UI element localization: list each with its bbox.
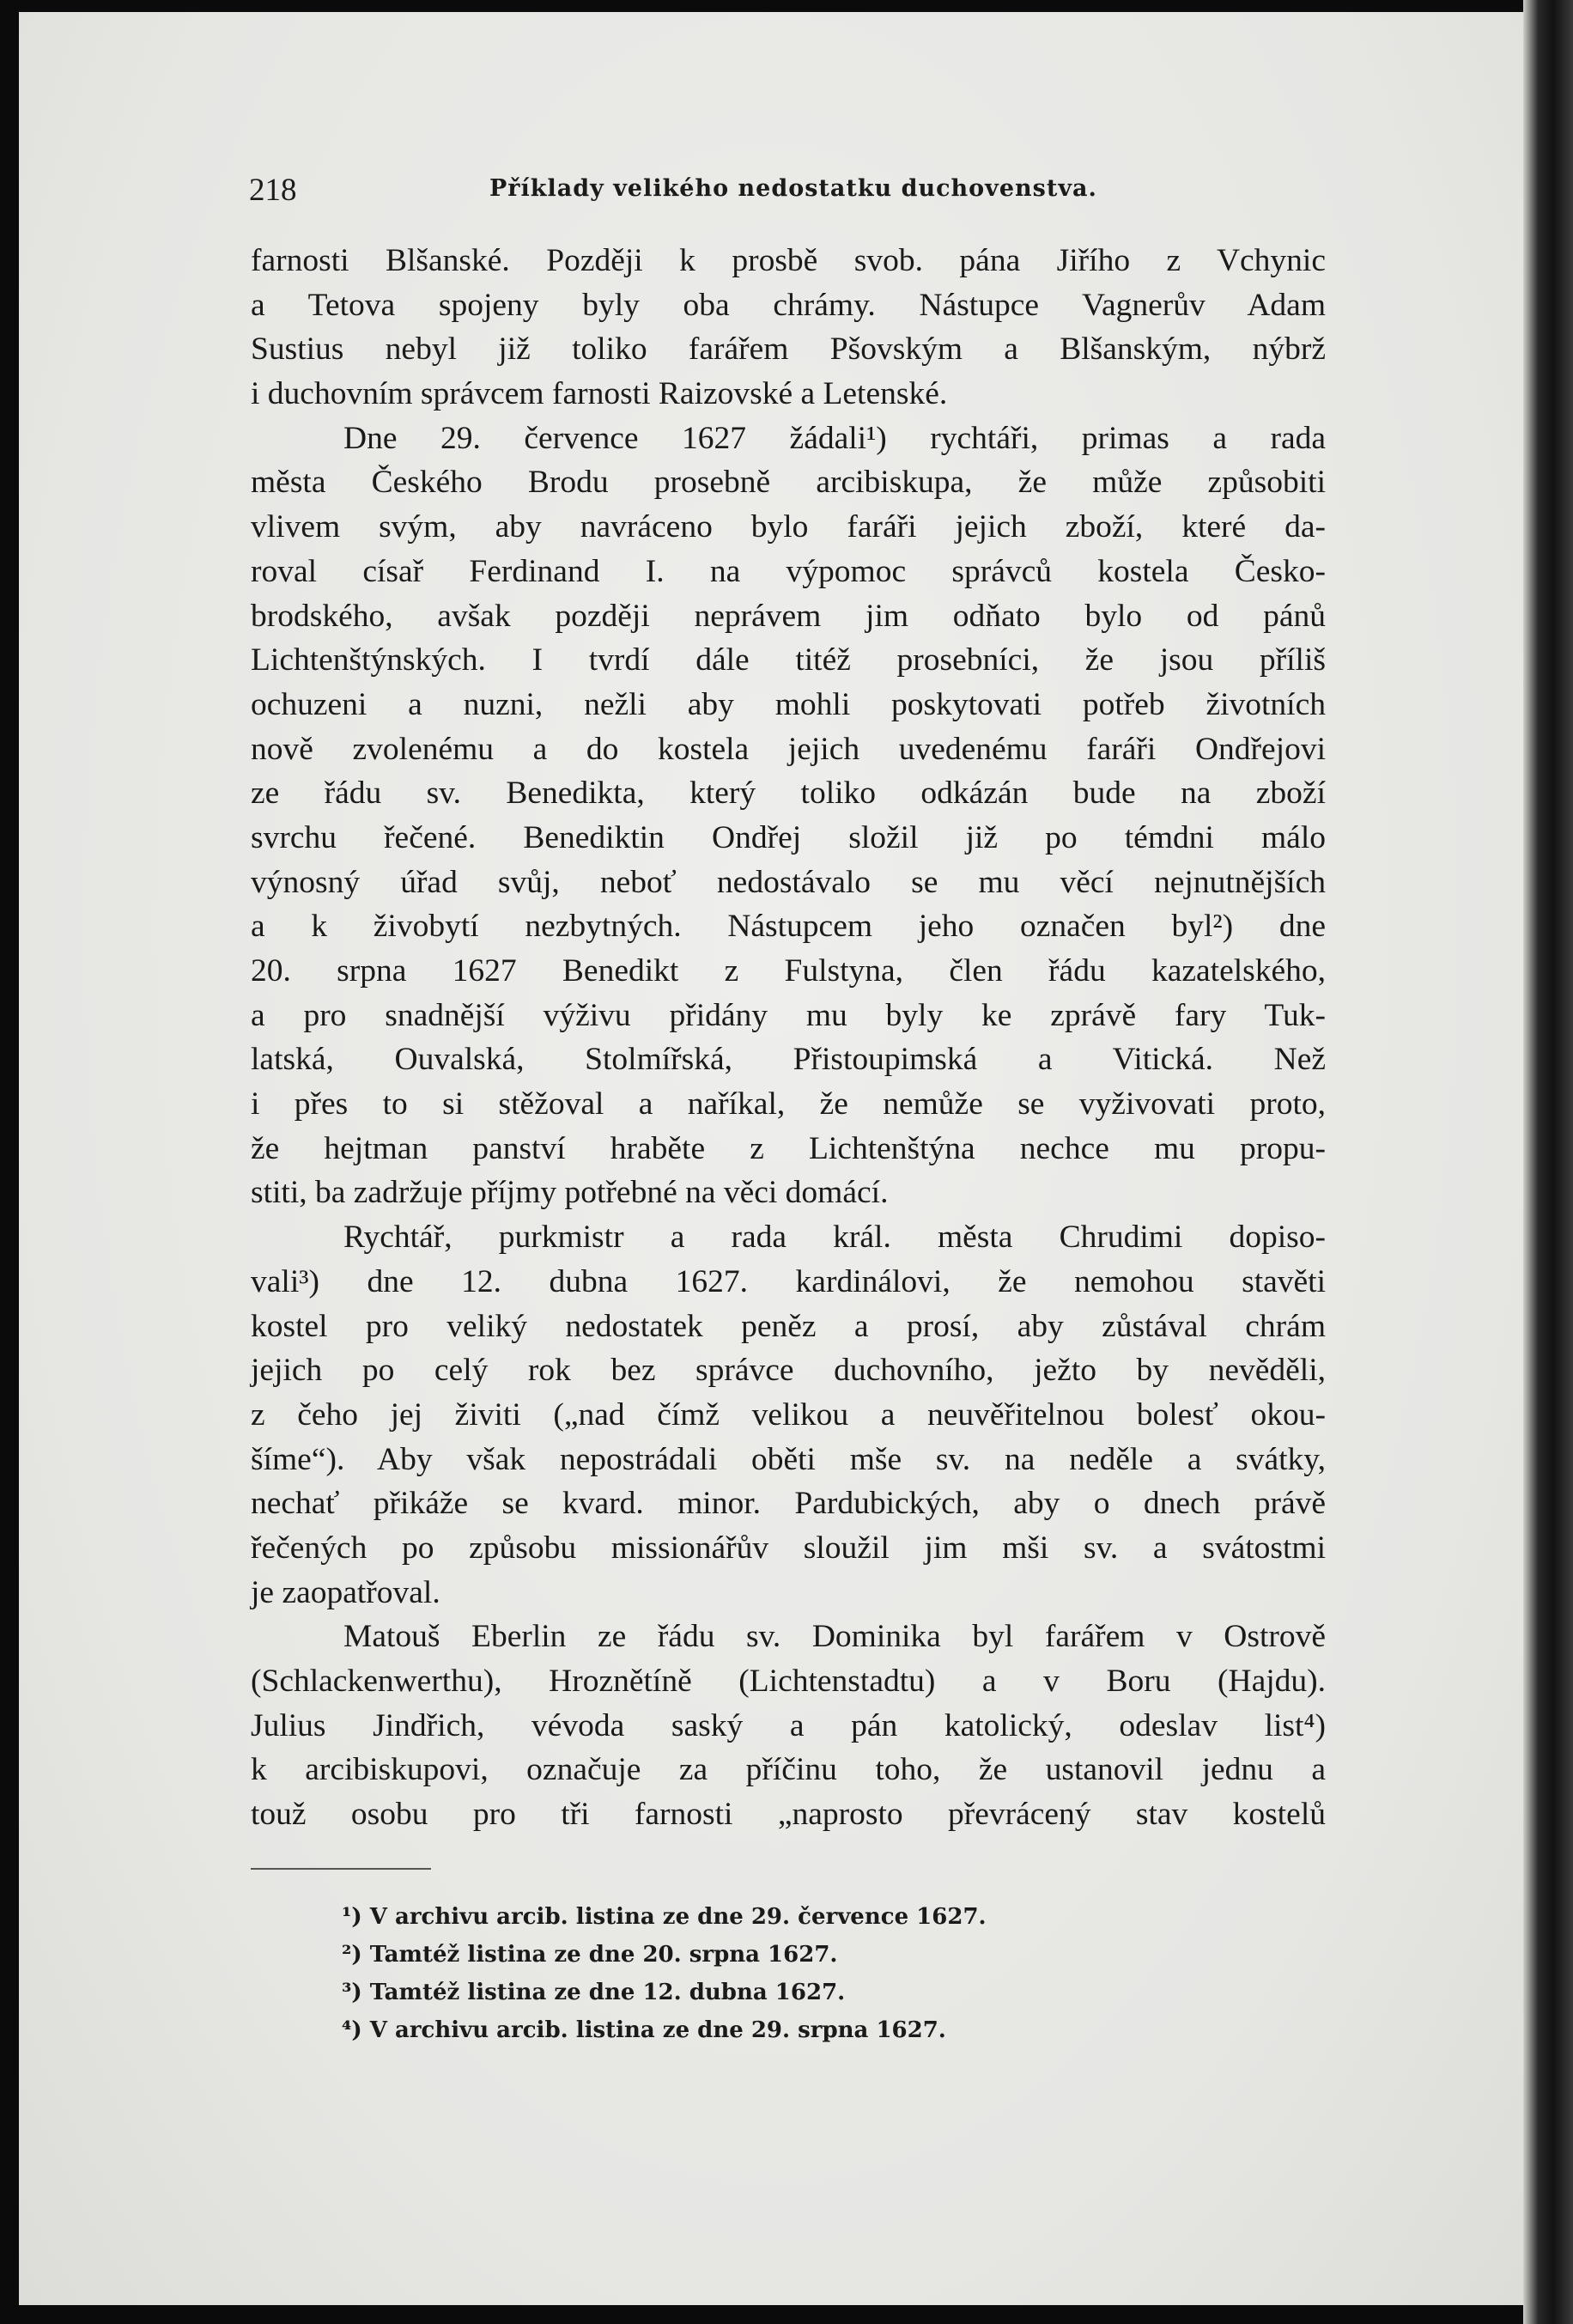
text-line: vali³) dne 12. dubna 1627. kardinálovi, že nemohou stavěti: [251, 1263, 1326, 1299]
text-line: Sustius nebyl již toliko farářem Pšovským a Blšanským, nýbrž: [251, 332, 1326, 368]
footnotes: [342, 1898, 1200, 2049]
text-line: latská, Ouvalská, Stolmířská, Přistoupimská a Vitická. Než: [251, 1042, 1326, 1078]
text-line: je zaopatřoval.: [251, 1574, 440, 1610]
book-gutter-edge: [1523, 0, 1573, 2324]
footnote: ³) Tamtéž listina ze dne 12. dubna 1627.: [342, 1980, 846, 2005]
footnote: ²) Tamtéž listina ze dne 20. srpna 1627.: [342, 1942, 838, 1968]
text-line: a k živobytí nezbytných. Nástupcem jeho označen byl²) dne: [251, 909, 1326, 945]
text-line: svrchu řečené. Benediktin Ondřej složil již po témdni málo: [251, 819, 1326, 855]
footnote-separator: [251, 1868, 431, 1870]
text-line: ochuzeni a nuzni, nežli aby mohli poskytovati potřeb životních: [251, 686, 1326, 722]
text-line: stiti, ba zadržuje příjmy potřebné na věci domácí.: [251, 1175, 889, 1211]
text-line: vlivem svým, aby navráceno bylo faráři jejich zboží, které da-: [251, 509, 1326, 545]
running-head: [249, 168, 1322, 216]
text-line: k arcibiskupovi, označuje za příčinu toho, že ustanovil jednu a: [251, 1752, 1326, 1788]
text-line: nově zvolenému a do kostela jejich uvedenému faráři Ondřejovi: [251, 731, 1326, 767]
text-line: Lichtenštýnských. I tvrdí dále titéž prosebníci, že jsou příliš: [251, 642, 1326, 678]
footnote: ¹) V archivu arcib. listina ze dne 29. července 1627.: [342, 1904, 987, 1930]
text-line: a Tetova spojeny byly oba chrámy. Nástupce Vagnerův Adam: [251, 287, 1326, 323]
text-line: z čeho jej živiti („nad čímž velikou a neuvěřitelnou bolesť okou-: [251, 1396, 1326, 1433]
text-line: města Českého Brodu prosebně arcibiskupa, že může způsobiti: [251, 465, 1326, 501]
text-line: brodského, avšak později neprávem jim odňato bylo od pánů: [251, 598, 1326, 634]
text-line: nechať přikáže se kvard. minor. Pardubických, aby o dnech právě: [251, 1486, 1326, 1522]
paragraph-start-line: Rychtář, purkmistr a rada král. města Chrudimi dopiso-: [343, 1220, 1326, 1256]
body-text: [251, 239, 1326, 1837]
text-line: že hejtman panství hraběte z Lichtenštýna nechce mu propu-: [251, 1130, 1326, 1166]
text-line: kostel pro veliký nedostatek peněz a prosí, aby zůstával chrám: [251, 1308, 1326, 1344]
text-line: 20. srpna 1627 Benedikt z Fulstyna, člen řádu kazatelského,: [251, 953, 1326, 989]
text-line: ze řádu sv. Benedikta, který toliko odkázán bude na zboží: [251, 776, 1326, 812]
text-line: i duchovním správcem farnosti Raizovské a Letenské.: [251, 376, 948, 412]
text-line: výnosný úřad svůj, neboť nedostávalo se mu věcí nejnutnějších: [251, 864, 1326, 900]
footnote: ⁴) V archivu arcib. listina ze dne 29. srpna 1627.: [342, 2017, 946, 2043]
text-line: šíme“). Aby však nepostrádali oběti mše sv. na neděle a svátky,: [251, 1441, 1326, 1477]
text-line: a pro snadnější výživu přidány mu byly ke zprávě fary Tuk-: [251, 997, 1326, 1033]
text-line: touž osobu pro tři farnosti „naprosto převrácený stav kostelů: [251, 1797, 1326, 1833]
text-line: (Schlackenwerthu), Hroznětíně (Lichtenstadtu) a v Boru (Hajdu).: [251, 1664, 1326, 1699]
text-line: jejich po celý rok bez správce duchovního, ježto by nevěděli,: [251, 1353, 1326, 1389]
text-line: farnosti Blšanské. Později k prosbě svob. pána Jiřího z Vchynic: [251, 243, 1326, 278]
text-line: Julius Jindřich, vévoda saský a pán katolický, odeslav list⁴): [251, 1707, 1326, 1743]
text-line: řečených po způsobu missionářův sloužil jim mši sv. a svátostmi: [251, 1530, 1326, 1566]
text-line: roval císař Ferdinand I. na výpomoc správců kostela Česko-: [251, 553, 1326, 589]
paragraph-start-line: Matouš Eberlin ze řádu sv. Dominika byl farářem v Ostrově: [343, 1619, 1326, 1655]
page-number: 218: [249, 173, 297, 208]
paragraph-start-line: Dne 29. července 1627 žádali¹) rychtáři, primas a rada: [343, 420, 1326, 456]
text-line: i přes to si stěžoval a naříkal, že nemůže se vyživovati proto,: [251, 1086, 1326, 1122]
running-title: Příklady velikého nedostatku duchovenstva.: [489, 175, 1097, 202]
